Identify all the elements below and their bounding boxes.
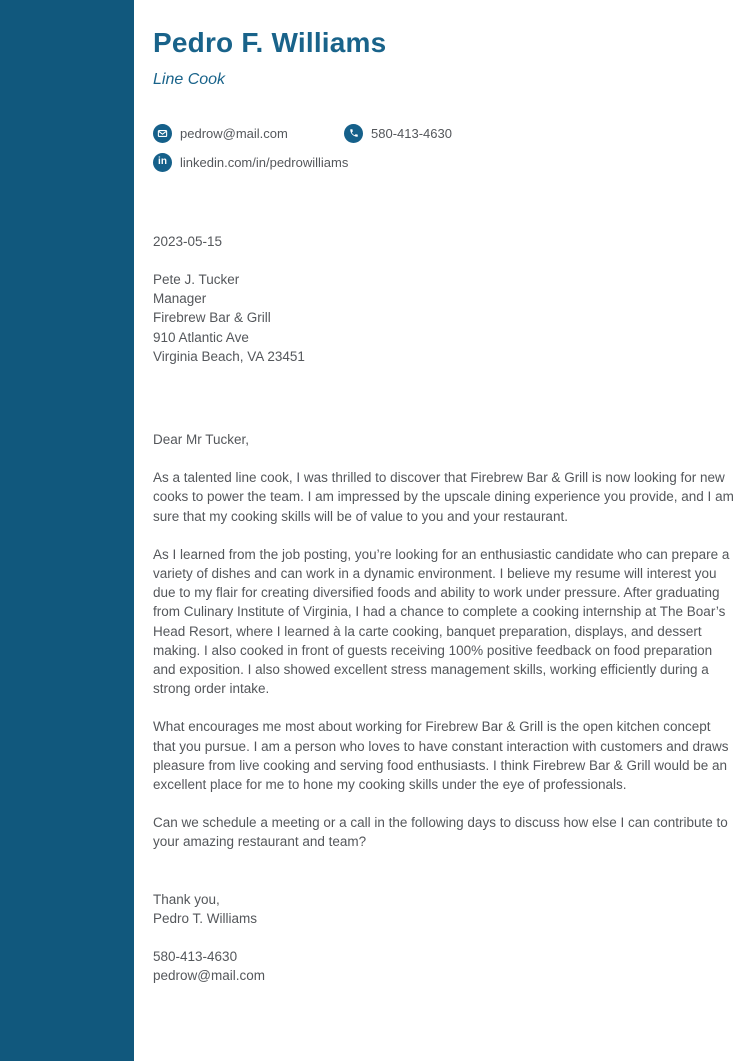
linkedin-icon: [153, 153, 172, 172]
paragraph-experience: As I learned from the job posting, you’re looking for an enthusiastic candidate who can prepare a variety of dishes and can work in a dynamic environment. I believe my resume will interest you due to my flair for creating diversified foods and ability to work under pressure. After graduating from Culinary Institute of Virginia, I had a chance to complete a cooking internship at The Boar’s Head Resort, where I learned à la carte cooking, banquet preparation, displays, and dessert making. I also cooked in front of guests receiving 100% positive feedback on food preparation and exposition. I also showed excellent stress management skills, working efficiently during a strong order intake.: [153, 546, 730, 697]
linkedin-icon-glyph: in: [158, 156, 167, 168]
contact-linkedin: [153, 153, 735, 172]
recipient-street: 910 Atlantic Ave: [153, 329, 249, 345]
recipient-name: Pete J. Tucker: [153, 271, 240, 287]
salutation: Dear Mr Tucker,: [153, 432, 250, 447]
page-title: Pedro F. Williams: [153, 27, 387, 58]
recipient-block: [153, 270, 735, 366]
footer-email: pedrow@mail.com: [153, 968, 265, 984]
job-title: Line Cook: [153, 70, 226, 88]
paragraph-motivation: What encourages me most about working for Firebrew Bar & Grill is the open kitchen concept that you pursue. I am a person who loves to have constant interaction with customers and draws pleasure from live cooking and serving food enthusiasts. I think Firebrew Bar & Grill would be an excellent place for me to hone my cooking skills under the eye of professionals.: [153, 719, 729, 793]
paragraph-call-to-action: Can we schedule a meeting or a call in the following days to discuss how else I can contribute to your amazing restaurant and team?: [153, 815, 728, 850]
closing-block: [153, 890, 735, 928]
email-icon: [153, 124, 172, 143]
footer-contact-block: [153, 947, 735, 985]
phone-icon: [344, 124, 363, 143]
contact-phone: [344, 124, 452, 143]
closing-signature: Pedro T. Williams: [153, 910, 258, 926]
contact-phone-value: 580-413-4630: [371, 125, 452, 141]
recipient-city: Virginia Beach, VA 23451: [153, 348, 305, 364]
contact-email-value: pedrow@mail.com: [180, 125, 288, 141]
letter-content: [153, 26, 735, 985]
closing-thanks: Thank you,: [153, 891, 220, 907]
contact-section: [153, 124, 735, 182]
contact-linkedin-value: linkedin.com/in/pedrowilliams: [180, 154, 349, 170]
footer-phone: 580-413-4630: [153, 949, 238, 965]
sidebar-accent-band: [0, 0, 134, 1061]
paragraph-intro: As a talented line cook, I was thrilled to discover that Firebrew Bar & Grill is now looking for new cooks to power the team. I am impressed by the upscale dining experience you provide, and I am sure that my cooking skills will be of value to you and your restaurant.: [153, 470, 734, 524]
contact-email: [153, 124, 344, 143]
recipient-company: Firebrew Bar & Grill: [153, 310, 271, 326]
letter-date: 2023-05-15: [153, 233, 223, 249]
recipient-role: Manager: [153, 291, 207, 307]
